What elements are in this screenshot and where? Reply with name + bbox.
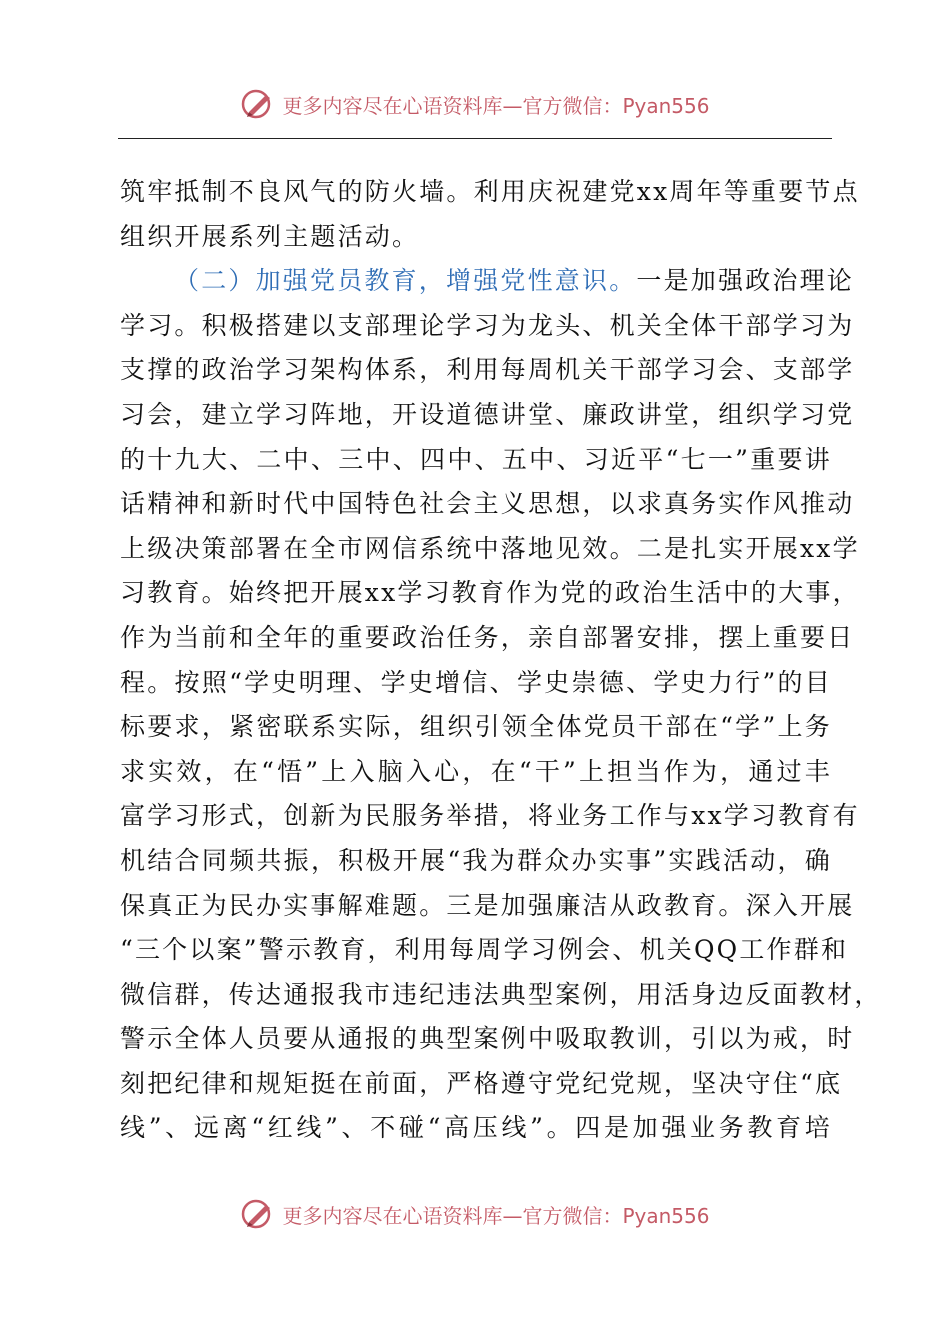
header-banner: [0, 84, 950, 124]
text-line: 组织开展系列主题活动。: [120, 221, 420, 251]
footer-banner: [0, 1194, 950, 1234]
text-line: 微信群，传达通报我市违纪违法典型案例，用活身边反面教材，: [120, 979, 882, 1009]
pen-logo-icon: [240, 86, 276, 122]
text-line: 程。按照“学史明理、学史增信、学史崇德、学史力行”的目: [120, 667, 832, 697]
text-line: 求实效，在“悟”上入脑入心，在“干”上担当作为，通过丰: [120, 756, 832, 786]
paragraph-2: [120, 259, 882, 1151]
text-line: 刻把纪律和规矩挺在前面，严格遵守党纪党规，坚决守住“底: [120, 1068, 843, 1098]
text-line: 支撑的政治学习架构体系，利用每周机关干部学习会、支部学: [120, 355, 855, 385]
paragraph-1: [120, 170, 860, 259]
text-line: 警示全体人员要从通报的典型案例中吸取教训，引以为戒，时: [120, 1024, 855, 1054]
text-line: 标要求，紧密联系实际，组织引领全体党员干部在“学”上务: [120, 712, 832, 742]
text-line: 机结合同频共振，积极开展“我为群众办实事”实践活动，确: [120, 845, 832, 875]
text-line: 作为当前和全年的重要政治任务，亲自部署安排，摆上重要日: [120, 622, 855, 652]
text-line: 线”、远离“红线”、不碰“高压线”。四是加强业务教育培: [120, 1113, 832, 1143]
text-line: [120, 259, 855, 304]
document-body: [120, 170, 882, 1151]
text-line: 富学习形式，创新为民服务举措，将业务工作与xx学习教育有: [120, 801, 860, 831]
text-line: 习教育。始终把开展xx学习教育作为党的政治生活中的大事，: [120, 578, 860, 608]
text-line: 的十九大、二中、三中、四中、五中、习近平“七一”重要讲: [120, 444, 832, 474]
text-line: 话精神和新时代中国特色社会主义思想，以求真务实作风推动: [120, 489, 855, 519]
header-divider: [118, 138, 832, 139]
text-line: 学习。积极搭建以支部理论学习为龙头、机关全体干部学习为: [120, 310, 855, 340]
pen-logo-icon: [240, 1196, 276, 1232]
text-line: 筑牢抵制不良风气的防火墙。利用庆祝建党xx周年等重要节点: [120, 177, 860, 206]
section-heading: （二）加强党员教育，增强党性意识。: [174, 266, 637, 296]
text-line: “三个以案”警示教育，利用每周学习例会、机关QQ工作群和: [120, 935, 849, 965]
footer-banner-text: 更多内容尽在心语资料库—官方微信：Pyan556: [282, 1203, 710, 1228]
text-line: 习会，建立学习阵地，开设道德讲堂、廉政讲堂，组织学习党: [120, 399, 855, 429]
text-line: 保真正为民办实事解难题。三是加强廉洁从政教育。深入开展: [120, 890, 855, 920]
text-run: 一是加强政治理论: [636, 266, 855, 296]
text-line: 上级决策部署在全市网信系统中落地见效。二是扎实开展xx学: [120, 533, 860, 563]
header-banner-text: 更多内容尽在心语资料库—官方微信：Pyan556: [282, 93, 710, 118]
